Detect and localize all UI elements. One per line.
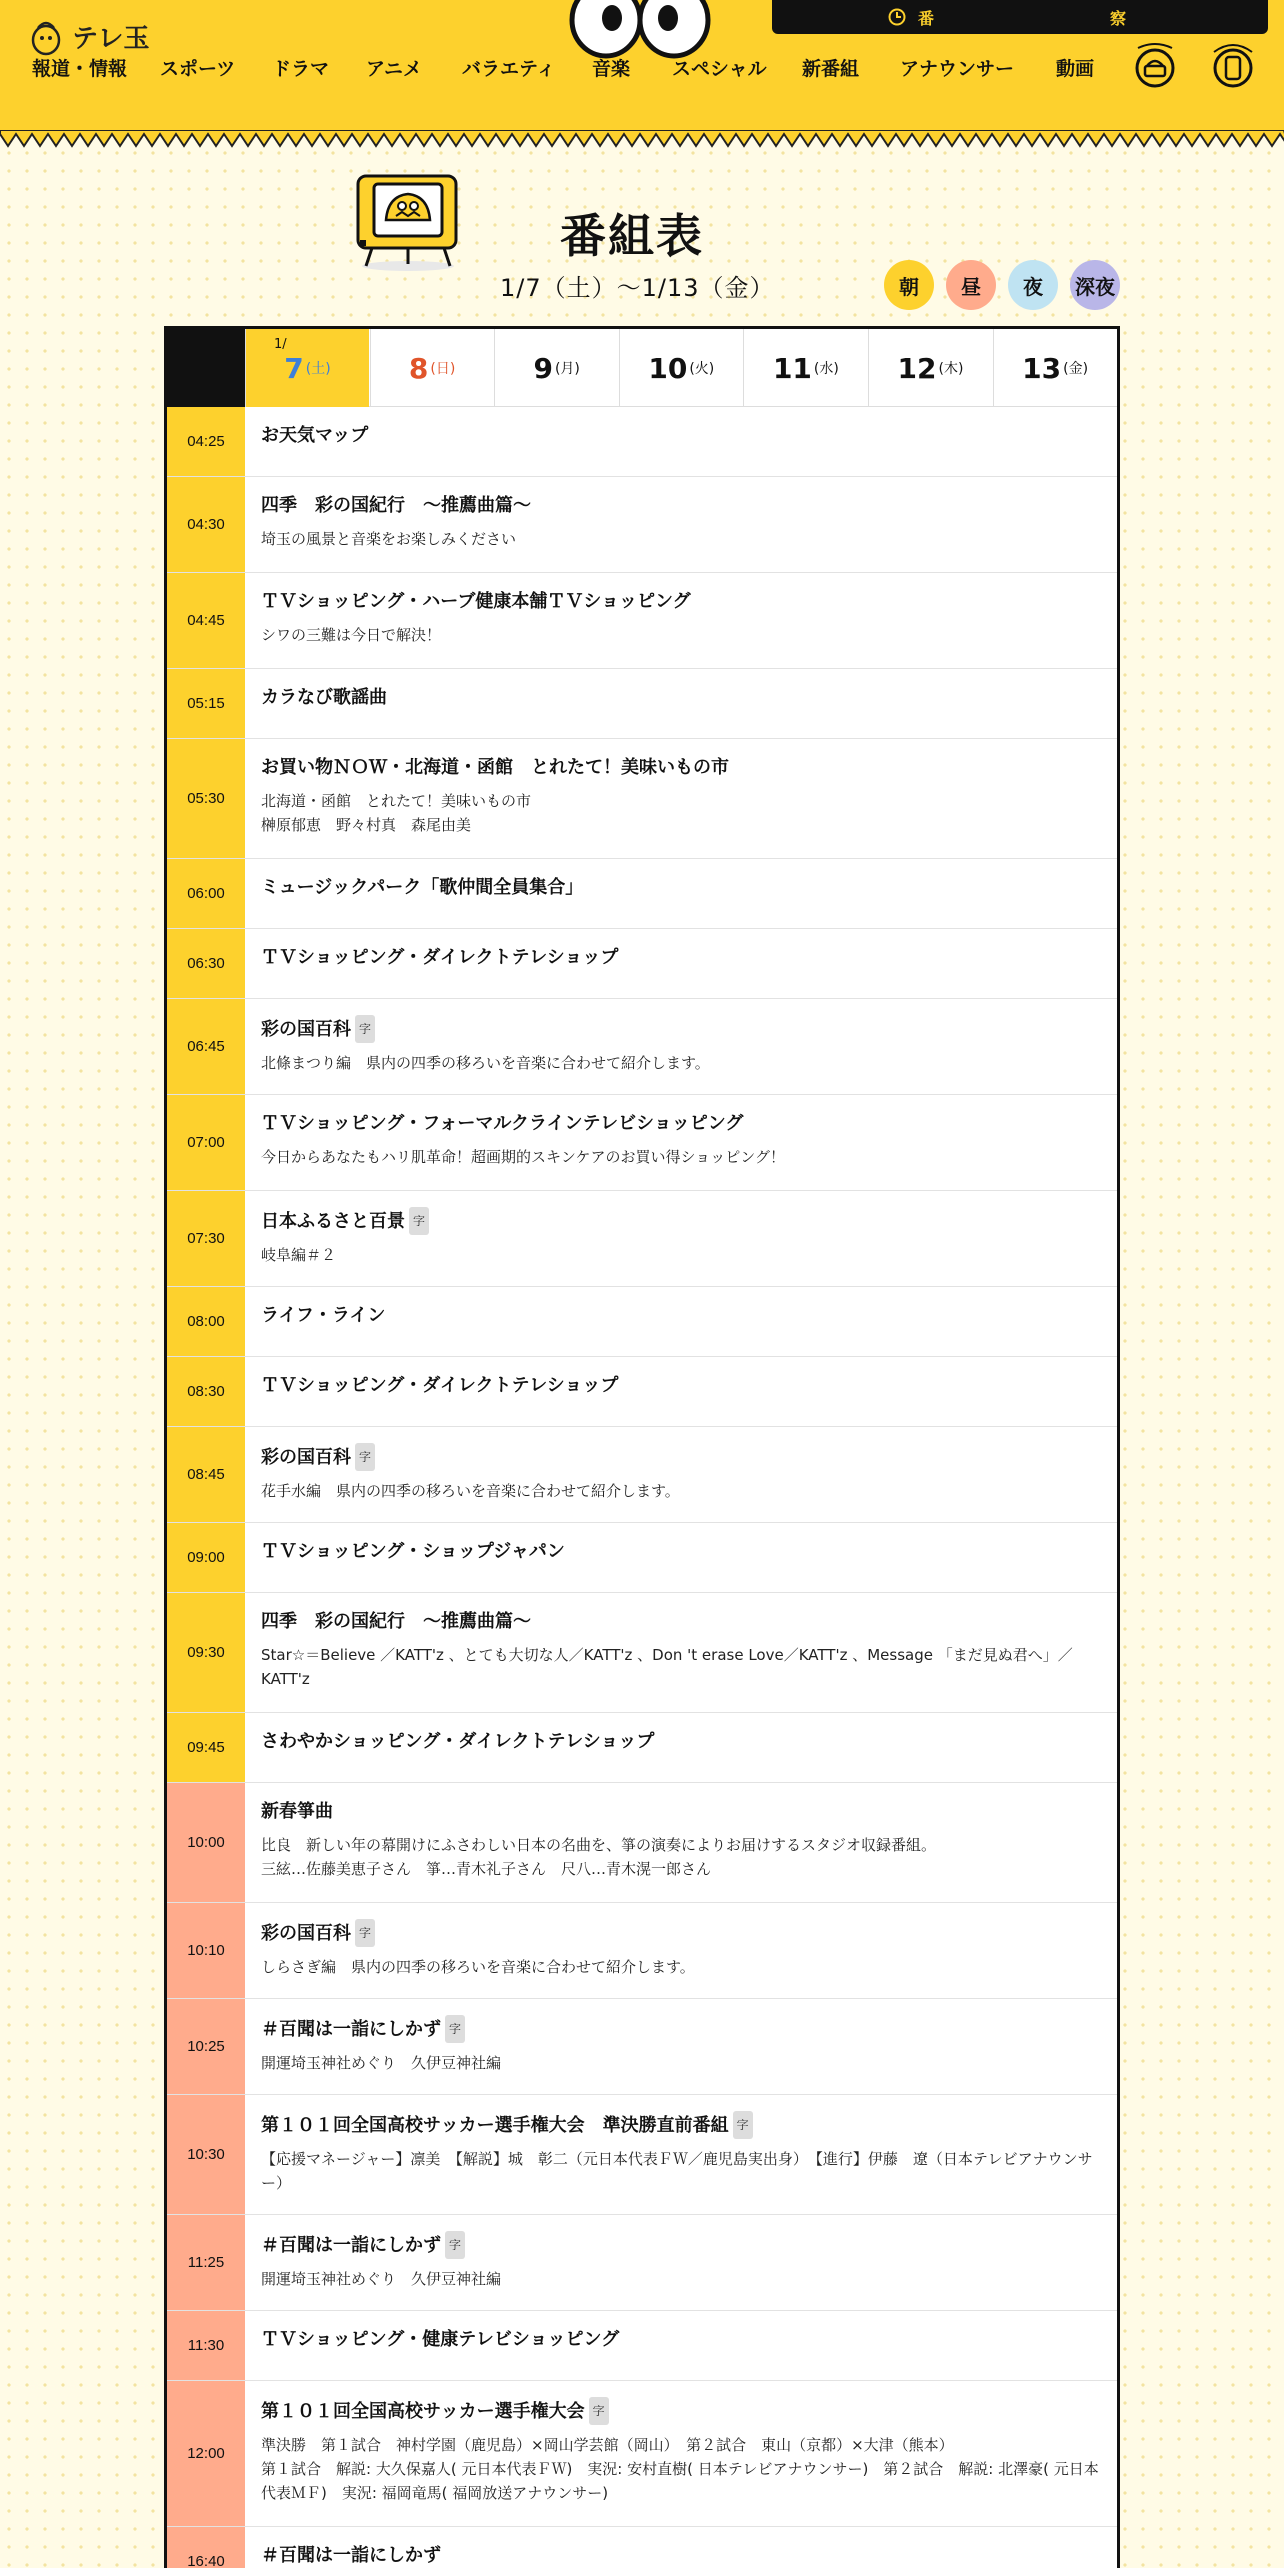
day-weekday: (日) — [430, 361, 456, 377]
program-row[interactable] — [167, 477, 1117, 573]
subtitle-badge: 字 — [409, 1207, 429, 1235]
day-tab-10[interactable] — [619, 329, 743, 407]
program-title[interactable]: ミュージックパーク「歌仲間全員集合」 — [261, 877, 584, 898]
program-time: 08:30 — [167, 1357, 245, 1426]
program-title[interactable]: ＴＶショッピング・健康テレビショッピング — [261, 2329, 620, 2350]
program-info — [261, 2231, 1101, 2291]
program-time: 12:00 — [167, 2381, 245, 2526]
program-row[interactable] — [167, 1713, 1117, 1783]
day-weekday: (月) — [554, 361, 580, 377]
program-info — [261, 945, 1101, 971]
day-tabs-corner — [167, 329, 245, 407]
program-row[interactable] — [167, 2527, 1117, 2568]
program-info — [261, 875, 1101, 901]
program-title[interactable]: 第１０１回全国高校サッカー選手権大会 — [261, 2401, 585, 2422]
program-title-line — [261, 1609, 1101, 1635]
program-title[interactable]: ＴＶショッピング・ダイレクトテレショップ — [261, 947, 619, 968]
page-title: 番組表 — [560, 209, 704, 263]
day-weekday: (木) — [938, 361, 964, 377]
program-title[interactable]: ライフ・ライン — [261, 1305, 386, 1326]
nav-item-sports[interactable]: スポーツ — [160, 58, 236, 80]
subtitle-badge: 字 — [355, 1919, 375, 1947]
program-time: 07:00 — [167, 1095, 245, 1190]
program-info — [261, 2111, 1101, 2195]
program-info — [261, 2327, 1101, 2353]
program-description: 開運埼玉神社めぐり 久伊豆神社編 — [261, 2270, 502, 2288]
program-title-line — [261, 2111, 1101, 2139]
day-number: 8 — [408, 351, 429, 385]
program-time: 11:30 — [167, 2311, 245, 2380]
program-info — [261, 1111, 1101, 1169]
time-of-day-morning-button[interactable]: 朝 — [884, 260, 934, 310]
program-time: 05:30 — [167, 739, 245, 858]
program-info — [261, 1539, 1101, 1565]
program-row[interactable] — [167, 2095, 1117, 2215]
program-guide-link[interactable]: 番 — [918, 9, 935, 28]
day-number: 12 — [897, 351, 937, 385]
day-month: 1/ — [274, 337, 287, 352]
program-description: 比良 新しい年の幕開けにふさわしい日本の名曲を、箏の演奏によりお届けするスタジオ収録番組。 三絃…佐藤美恵子さん 箏…青木礼子さん 尺八…青木滉一郎さん — [261, 1836, 937, 1878]
program-row[interactable] — [167, 1287, 1117, 1357]
program-title[interactable]: カラなび歌謡曲 — [261, 687, 387, 708]
program-row[interactable] — [167, 1523, 1117, 1593]
program-info — [261, 1729, 1101, 1755]
police-link[interactable]: 察 — [1110, 9, 1127, 28]
program-info — [261, 1799, 1101, 1881]
program-title[interactable]: ＴＶショッピング・ショップジャパン — [261, 1541, 565, 1562]
program-time: 07:30 — [167, 1191, 245, 1286]
program-row[interactable] — [167, 1783, 1117, 1903]
program-info — [261, 2397, 1101, 2505]
program-row[interactable] — [167, 1427, 1117, 1523]
program-title-line — [261, 2231, 1101, 2259]
program-row[interactable] — [167, 1999, 1117, 2095]
program-info — [261, 2543, 1101, 2568]
program-title-line — [261, 2327, 1101, 2353]
subtitle-badge: 字 — [445, 2015, 465, 2043]
nav-item-news[interactable]: 報道・情報 — [32, 58, 128, 80]
program-row[interactable] — [167, 929, 1117, 999]
day-number: 13 — [1022, 351, 1062, 385]
program-title-line — [261, 2543, 1101, 2568]
program-info — [261, 2015, 1101, 2075]
program-title-line — [261, 945, 1101, 971]
program-title-line — [261, 1729, 1101, 1755]
nav-item-special[interactable]: スペシャル — [672, 58, 767, 80]
day-tab-13[interactable] — [993, 329, 1117, 407]
program-info — [261, 1373, 1101, 1399]
program-time: 11:25 — [167, 2215, 245, 2310]
program-description: 開運埼玉神社めぐり 久伊豆神社編 — [261, 2054, 502, 2072]
program-title[interactable]: ＴＶショッピング・フォーマルクラインテレビショッピング — [261, 1113, 744, 1134]
mascot-eyes-icon — [566, 0, 716, 60]
day-tabs — [167, 329, 1117, 407]
program-description: Star☆＝Believe ／KATT'z 、とても大切な人／KATT'z 、Don 't erase Love／KATT'z 、Message 「まだ見ぬ君へ」／KATT'z — [261, 1646, 1073, 1688]
program-title-line — [261, 1373, 1101, 1399]
program-time: 10:25 — [167, 1999, 245, 2094]
date-range: 1/7（土）〜1/13（金） — [500, 274, 775, 302]
program-title-line — [261, 423, 1101, 449]
program-title[interactable]: ＃百聞は一詣にしかず — [261, 2019, 441, 2040]
subtitle-badge: 字 — [355, 1443, 375, 1471]
program-row[interactable] — [167, 573, 1117, 669]
program-info — [261, 1919, 1101, 1979]
program-time: 09:00 — [167, 1523, 245, 1592]
header-zigzag-divider — [0, 130, 1284, 150]
program-title-line — [261, 1207, 1101, 1235]
program-info — [261, 755, 1101, 837]
schedule-table — [164, 326, 1120, 2568]
nav-item-new[interactable]: 新番組 — [802, 58, 860, 80]
program-time: 04:45 — [167, 573, 245, 668]
program-description: 準決勝 第１試合 神村学園（鹿児島）×岡山学芸館（岡山） 第２試合 東山（京都）×大津（熊本） 第１試合 解説: 大久保嘉人( 元日本代表ＦＷ) 実況: 安村直樹( 日本テレビアナウンサー) 第２試合 解説: 北澤豪( 元日本代表ＭＦ) 実況: 福岡竜馬( 福岡放送アナウンサー) — [261, 2436, 1099, 2502]
program-time: 10:00 — [167, 1783, 245, 1902]
program-title[interactable]: お天気マップ — [261, 425, 369, 446]
subtitle-badge: 字 — [445, 2231, 465, 2259]
program-title[interactable]: ＴＶショッピング・ダイレクトテレショップ — [261, 1375, 619, 1396]
program-time: 05:15 — [167, 669, 245, 738]
program-title[interactable]: 彩の国百科 — [261, 1019, 351, 1040]
program-info — [261, 423, 1101, 449]
program-time: 04:30 — [167, 477, 245, 572]
program-row[interactable] — [167, 999, 1117, 1095]
program-row[interactable] — [167, 2311, 1117, 2381]
program-description: シワの三難は今日で解決！ — [261, 626, 442, 644]
day-number: 9 — [533, 351, 553, 385]
program-info — [261, 1303, 1101, 1329]
program-title-line — [261, 589, 1101, 615]
day-number: 7 — [284, 351, 304, 385]
logo-text: テレ玉 — [72, 24, 150, 54]
program-row[interactable] — [167, 407, 1117, 477]
nav-item-announcer[interactable]: アナウンサー — [900, 58, 1015, 80]
program-row[interactable] — [167, 1191, 1117, 1287]
program-title-line — [261, 1539, 1101, 1565]
program-row[interactable] — [167, 739, 1117, 859]
program-row[interactable] — [167, 1357, 1117, 1427]
program-row[interactable] — [167, 1593, 1117, 1713]
subtitle-badge: 字 — [733, 2111, 753, 2139]
nav-item-variety[interactable]: バラエティ — [462, 58, 556, 80]
program-title-line — [261, 1303, 1101, 1329]
program-title[interactable]: 四季 彩の国紀行 ～推薦曲篇～ — [261, 1611, 531, 1632]
program-row[interactable] — [167, 1903, 1117, 1999]
program-time: 09:45 — [167, 1713, 245, 1782]
program-title[interactable]: さわやかショッピング・ダイレクトテレショップ — [261, 1731, 655, 1752]
program-row[interactable] — [167, 2381, 1117, 2527]
program-time: 06:45 — [167, 999, 245, 1094]
program-title-line — [261, 493, 1101, 519]
program-time: 08:45 — [167, 1427, 245, 1522]
subtitle-badge: 字 — [355, 1015, 375, 1043]
day-weekday: (水) — [813, 361, 839, 377]
tama-app-icon[interactable] — [1208, 40, 1258, 90]
program-row[interactable] — [167, 1095, 1117, 1191]
program-title[interactable]: 彩の国百科 — [261, 1447, 351, 1468]
site-header — [0, 0, 1284, 132]
program-time: 10:30 — [167, 2095, 245, 2214]
program-time: 09:30 — [167, 1593, 245, 1712]
top-utility-bar — [772, 0, 1268, 34]
program-title[interactable]: 彩の国百科 — [261, 1923, 351, 1944]
time-of-day-latenight-button[interactable]: 深夜 — [1070, 260, 1120, 310]
program-row[interactable] — [167, 669, 1117, 739]
program-title[interactable]: ＃百聞は一詣にしかず — [261, 2545, 441, 2566]
day-weekday: (金) — [1063, 361, 1089, 377]
program-time: 16:40 — [167, 2527, 245, 2568]
program-title-line — [261, 755, 1101, 781]
program-title[interactable]: 日本ふるさと百景 — [261, 1211, 405, 1232]
program-info — [261, 1443, 1101, 1503]
program-info — [261, 1609, 1101, 1691]
day-tab-9[interactable] — [494, 329, 618, 407]
program-title[interactable]: 第１０１回全国高校サッカー選手権大会 準決勝直前番組 — [261, 2115, 729, 2136]
program-title-line — [261, 1111, 1101, 1137]
program-description: 北條まつり編 県内の四季の移ろいを音楽に合わせて紹介します。 — [261, 1054, 710, 1072]
program-time: 06:00 — [167, 859, 245, 928]
day-number: 10 — [648, 351, 688, 385]
day-tab-7[interactable] — [245, 329, 369, 407]
program-title-line — [261, 1799, 1101, 1825]
time-of-day-noon-button[interactable]: 昼 — [946, 260, 996, 310]
day-tab-8[interactable] — [370, 329, 494, 407]
clock-icon[interactable] — [888, 8, 906, 26]
day-number: 11 — [772, 351, 812, 385]
program-info — [261, 493, 1101, 551]
time-of-day-evening-button[interactable]: 夜 — [1008, 260, 1058, 310]
program-description: 北海道・函館 とれたて！美味いもの市 榊原郁恵 野々村真 森尾由美 — [261, 792, 532, 834]
subtitle-badge: 字 — [589, 2397, 609, 2425]
tv-mascot-illustration — [352, 168, 464, 272]
program-title-line — [261, 2015, 1101, 2043]
program-time: 10:10 — [167, 1903, 245, 1998]
program-title[interactable]: 新春箏曲 — [261, 1801, 333, 1822]
program-time: 08:00 — [167, 1287, 245, 1356]
program-title-line — [261, 875, 1101, 901]
program-title[interactable]: ＴＶショッピング・ハーブ健康本舗ＴＶショッピング — [261, 591, 691, 612]
program-title[interactable]: お買い物ＮＯＷ・北海道・函館 とれたて！美味いもの市 — [261, 757, 729, 778]
program-info — [261, 589, 1101, 647]
program-title-line — [261, 1015, 1101, 1043]
program-title-line — [261, 685, 1101, 711]
program-title-line — [261, 2397, 1101, 2425]
program-description: 花手水編 県内の四季の移ろいを音楽に合わせて紹介します。 — [261, 1482, 680, 1500]
program-time: 04:25 — [167, 407, 245, 476]
program-info — [261, 1015, 1101, 1075]
program-description: 今日からあなたもハリ肌革命！超画期的スキンケアのお買い得ショッピング！ — [261, 1148, 785, 1166]
tama-shop-icon[interactable] — [1130, 40, 1180, 90]
program-title[interactable]: ＃百聞は一詣にしかず — [261, 2235, 441, 2256]
program-title[interactable]: 四季 彩の国紀行 ～推薦曲篇～ — [261, 495, 531, 516]
day-weekday: (土) — [305, 361, 331, 377]
program-description: 埼玉の風景と音楽をお楽しみください — [261, 530, 517, 548]
program-info — [261, 685, 1101, 711]
main-nav — [0, 54, 1284, 84]
nav-item-video[interactable]: 動画 — [1056, 58, 1095, 80]
program-description: 【応援マネージャー】凛美 【解説】城 彰二（元日本代表ＦＷ／鹿児島実出身） 【進行】伊藤 遼（日本テレビアナウンサー） — [261, 2150, 1093, 2192]
program-info — [261, 1207, 1101, 1267]
nav-item-anime[interactable]: アニメ — [366, 58, 423, 80]
program-row[interactable] — [167, 2215, 1117, 2311]
nav-item-music[interactable]: 音楽 — [592, 58, 631, 80]
program-description: 岐阜編＃２ — [261, 1246, 337, 1264]
day-tab-12[interactable] — [868, 329, 992, 407]
day-weekday: (火) — [689, 361, 715, 377]
day-tab-11[interactable] — [743, 329, 867, 407]
program-row[interactable] — [167, 859, 1117, 929]
nav-item-drama[interactable]: ドラマ — [272, 58, 330, 80]
program-description: しらさぎ編 県内の四季の移ろいを音楽に合わせて紹介します。 — [261, 1958, 695, 1976]
program-title-line — [261, 1919, 1101, 1947]
program-time: 06:30 — [167, 929, 245, 998]
program-title-line — [261, 1443, 1101, 1471]
